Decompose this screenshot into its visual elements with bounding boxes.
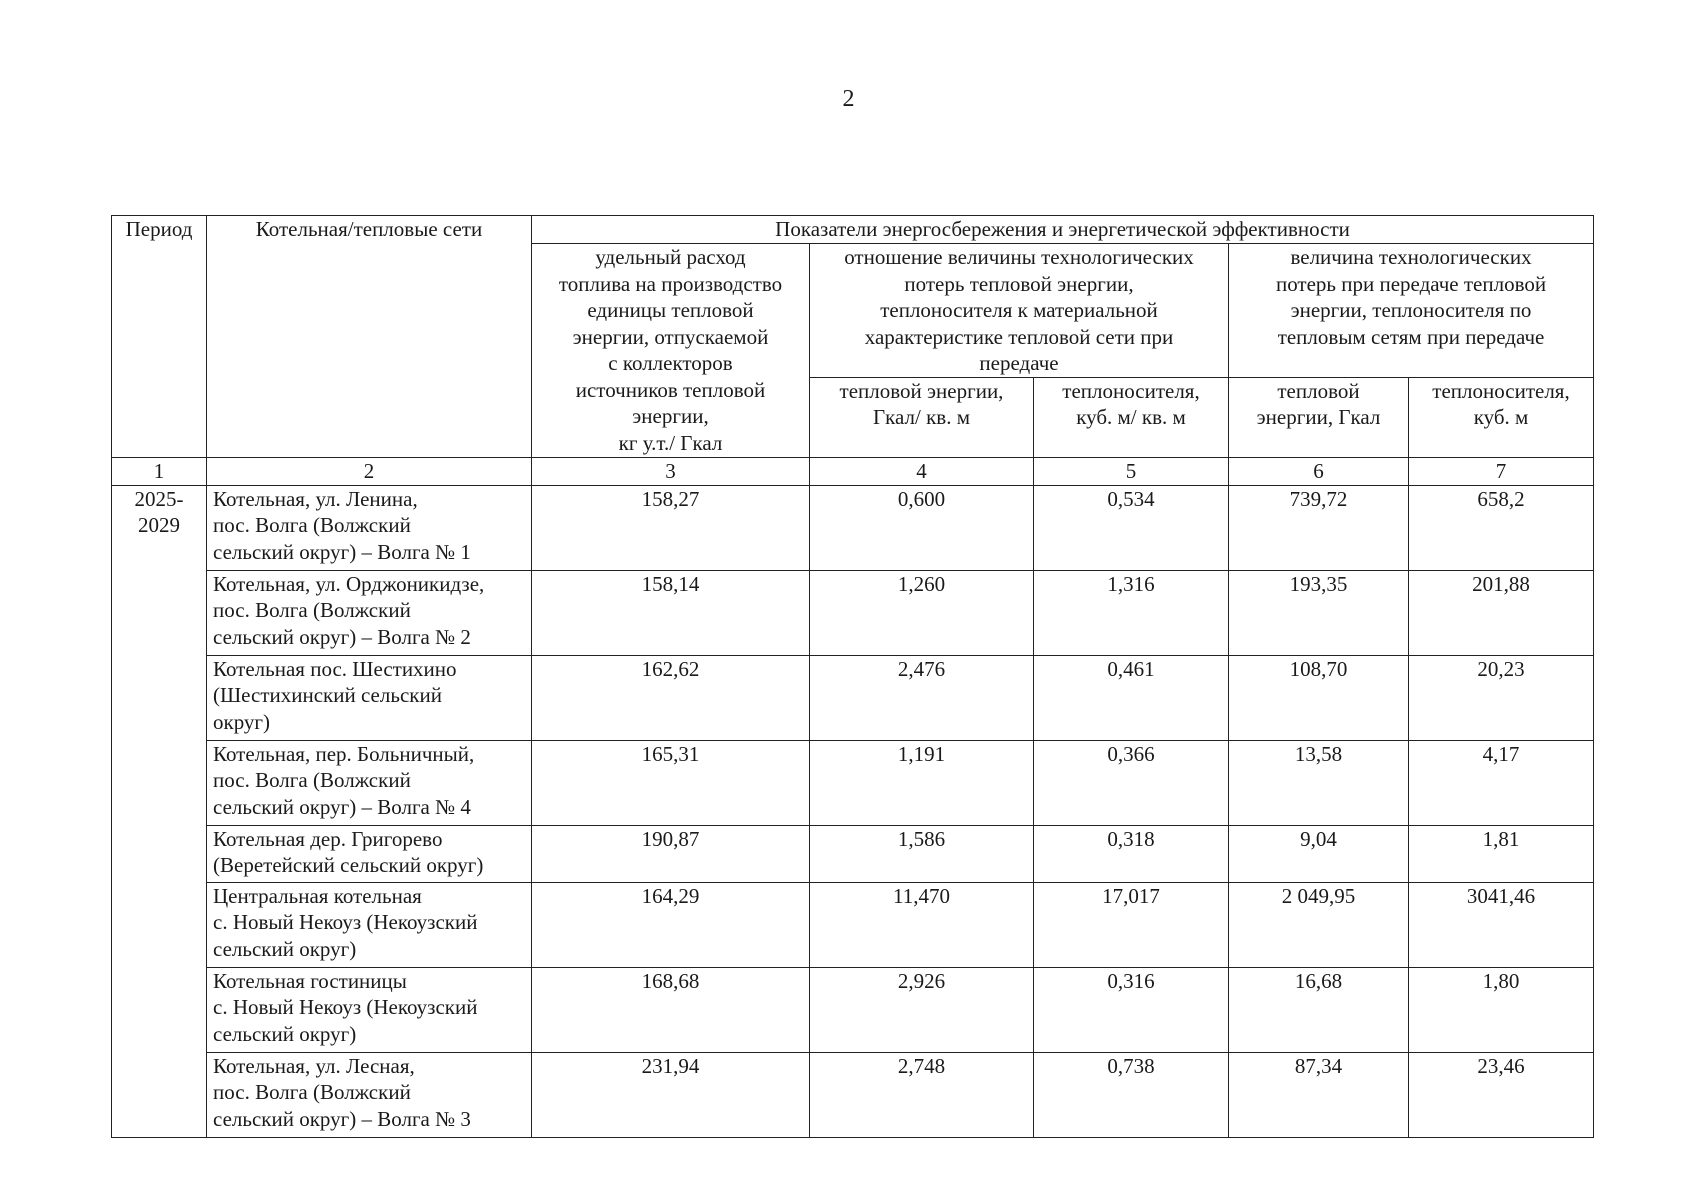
value-cell-v4: 2,926 <box>810 967 1034 1052</box>
table-row <box>112 825 1594 882</box>
value-cell-v4: 2,476 <box>810 655 1034 740</box>
table-row <box>112 570 1594 655</box>
value-cell-v6: 13,58 <box>1229 740 1409 825</box>
source-name-cell: Котельная, пер. Больничный, пос. Волга (Волжский сельский округ) – Волга № 4 <box>207 740 532 825</box>
header-indicators-group: Показатели энергосбережения и энергетической эффективности <box>532 216 1594 244</box>
header-losses-group: величина технологических потерь при передаче тепловой энергии, теплоносителя по тепловым сетям при передаче <box>1229 244 1594 378</box>
page-number: 2 <box>842 86 855 112</box>
value-cell-v7: 4,17 <box>1409 740 1594 825</box>
value-cell-v3: 162,62 <box>532 655 810 740</box>
column-number-row <box>112 457 1594 485</box>
value-cell-v7: 1,80 <box>1409 967 1594 1052</box>
value-cell-v4: 0,600 <box>810 485 1034 570</box>
value-cell-v7: 201,88 <box>1409 570 1594 655</box>
table-row <box>112 967 1594 1052</box>
header-col7: теплоносителя, куб. м <box>1409 377 1594 457</box>
source-name-cell: Котельная, ул. Лесная, пос. Волга (Волжский сельский округ) – Волга № 3 <box>207 1052 532 1137</box>
value-cell-v3: 158,27 <box>532 485 810 570</box>
column-number: 3 <box>532 457 810 485</box>
header-source: Котельная/тепловые сети <box>207 216 532 458</box>
table-row <box>112 740 1594 825</box>
value-cell-v5: 0,318 <box>1034 825 1229 882</box>
value-cell-v4: 1,191 <box>810 740 1034 825</box>
value-cell-v6: 193,35 <box>1229 570 1409 655</box>
column-number: 6 <box>1229 457 1409 485</box>
source-name-cell: Котельная, ул. Орджоникидзе, пос. Волга (Волжский сельский округ) – Волга № 2 <box>207 570 532 655</box>
header-col4: тепловой энергии, Гкал/ кв. м <box>810 377 1034 457</box>
value-cell-v7: 20,23 <box>1409 655 1594 740</box>
value-cell-v4: 11,470 <box>810 882 1034 967</box>
period-cell: 2025- 2029 <box>112 485 207 1137</box>
source-name-cell: Котельная дер. Григорево (Веретейский сельский округ) <box>207 825 532 882</box>
value-cell-v4: 1,586 <box>810 825 1034 882</box>
value-cell-v5: 0,366 <box>1034 740 1229 825</box>
value-cell-v6: 739,72 <box>1229 485 1409 570</box>
value-cell-v3: 231,94 <box>532 1052 810 1137</box>
header-ratio-group: отношение величины технологических потерь тепловой энергии, теплоносителя к материальной характеристике тепловой сети при передаче <box>810 244 1229 378</box>
source-name-cell: Котельная пос. Шестихино (Шестихинский сельский округ) <box>207 655 532 740</box>
energy-efficiency-table <box>111 215 1594 1138</box>
column-number: 1 <box>112 457 207 485</box>
value-cell-v6: 108,70 <box>1229 655 1409 740</box>
value-cell-v5: 0,534 <box>1034 485 1229 570</box>
value-cell-v3: 165,31 <box>532 740 810 825</box>
table-row <box>112 1052 1594 1137</box>
column-number: 7 <box>1409 457 1594 485</box>
value-cell-v5: 1,316 <box>1034 570 1229 655</box>
header-col3: удельный расход топлива на производство единицы тепловой энергии, отпускаемой с коллекторов источников тепловой энергии, кг у.т./ Гкал <box>532 244 810 458</box>
source-name-cell: Центральная котельная с. Новый Некоуз (Некоузский сельский округ) <box>207 882 532 967</box>
source-name-cell: Котельная, ул. Ленина, пос. Волга (Волжский сельский округ) – Волга № 1 <box>207 485 532 570</box>
value-cell-v6: 16,68 <box>1229 967 1409 1052</box>
source-name-cell: Котельная гостиницы с. Новый Некоуз (Некоузский сельский округ) <box>207 967 532 1052</box>
header-col6: тепловой энергии, Гкал <box>1229 377 1409 457</box>
value-cell-v5: 0,738 <box>1034 1052 1229 1137</box>
table-row <box>112 882 1594 967</box>
header-col5: теплоносителя, куб. м/ кв. м <box>1034 377 1229 457</box>
value-cell-v3: 168,68 <box>532 967 810 1052</box>
value-cell-v6: 2 049,95 <box>1229 882 1409 967</box>
column-number: 4 <box>810 457 1034 485</box>
table-row <box>112 655 1594 740</box>
value-cell-v7: 658,2 <box>1409 485 1594 570</box>
value-cell-v3: 190,87 <box>532 825 810 882</box>
value-cell-v7: 1,81 <box>1409 825 1594 882</box>
value-cell-v7: 3041,46 <box>1409 882 1594 967</box>
value-cell-v4: 2,748 <box>810 1052 1034 1137</box>
value-cell-v3: 164,29 <box>532 882 810 967</box>
value-cell-v7: 23,46 <box>1409 1052 1594 1137</box>
value-cell-v4: 1,260 <box>810 570 1034 655</box>
table-row <box>112 485 1594 570</box>
value-cell-v6: 9,04 <box>1229 825 1409 882</box>
value-cell-v5: 0,316 <box>1034 967 1229 1052</box>
value-cell-v5: 17,017 <box>1034 882 1229 967</box>
header-period: Период <box>112 216 207 458</box>
value-cell-v6: 87,34 <box>1229 1052 1409 1137</box>
column-number: 5 <box>1034 457 1229 485</box>
column-number: 2 <box>207 457 532 485</box>
value-cell-v3: 158,14 <box>532 570 810 655</box>
value-cell-v5: 0,461 <box>1034 655 1229 740</box>
